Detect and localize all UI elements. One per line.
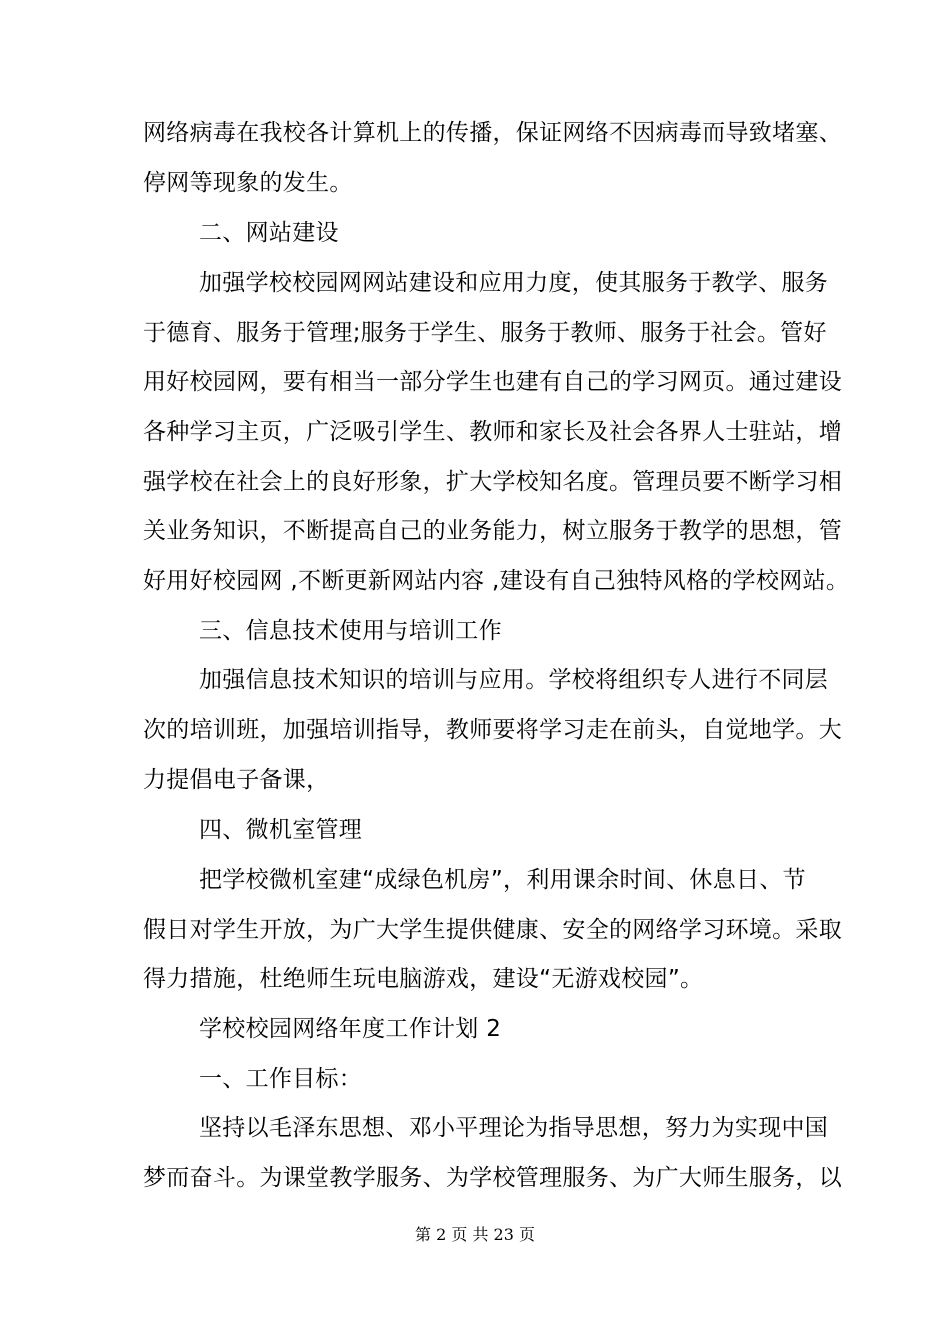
body-text-line: 次的培训班，加强培训指导，教师要将学习走在前头，自觉地学。大 (143, 717, 842, 743)
section-heading: 一、工作目标： (199, 1066, 363, 1092)
body-text-line: 加强信息技术知识的培训与应用。学校将组织专人进行不同层 (199, 667, 829, 693)
body-text-line: 用好校园网，要有相当一部分学生也建有自己的学习网页。通过建设 (143, 369, 842, 395)
body-text-line: 关业务知识，不断提高自己的业务能力，树立服务于教学的思想，管 (143, 518, 842, 544)
body-text-line: 梦而奋斗。为课堂教学服务、为学校管理服务、为广大师生服务，以 (143, 1165, 842, 1191)
body-text-line: 加强学校校园网网站建设和应用力度，使其服务于教学、服务 (199, 270, 829, 296)
body-text-line: 坚持以毛泽东思想、邓小平理论为指导思想，努力为实现中国 (199, 1115, 829, 1141)
section-heading: 二、网站建设 (199, 220, 339, 246)
body-text-line: 好用好校园网 ,不断更新网站内容 ,建设有自己独特风格的学校网站。 (143, 568, 850, 594)
body-text-line: 各种学习主页，广泛吸引学生、教师和家长及社会各界人士驻站，增 (143, 419, 842, 445)
document-title-line: 学校校园网络年度工作计划 2 (199, 1016, 502, 1042)
body-text-line: 于德育、服务于管理;服务于学生、服务于教师、服务于社会。管好 (143, 320, 827, 346)
page-number-footer: 第 2 页 共 23 页 (415, 1225, 535, 1244)
section-heading: 四、微机室管理 (199, 817, 363, 843)
body-text-line: 得力措施，杜绝师生玩电脑游戏，建设“无游戏校园”。 (143, 966, 704, 992)
body-text-line: 假日对学生开放，为广大学生提供健康、安全的网络学习环境。采取 (143, 917, 842, 943)
body-text-line: 把学校微机室建“成绿色机房”，利用课余时间、休息日、节 (199, 867, 806, 893)
section-heading: 三、信息技术使用与培训工作 (199, 618, 502, 644)
body-text-line: 网络病毒在我校各计算机上的传播，保证网络不因病毒而导致堵塞、 (143, 120, 842, 146)
body-text-line: 停网等现象的发生。 (143, 170, 353, 196)
body-text-line: 强学校在社会上的良好形象，扩大学校知名度。管理员要不断学习相 (143, 469, 842, 495)
body-text-line: 力提倡电子备课， (143, 767, 330, 793)
